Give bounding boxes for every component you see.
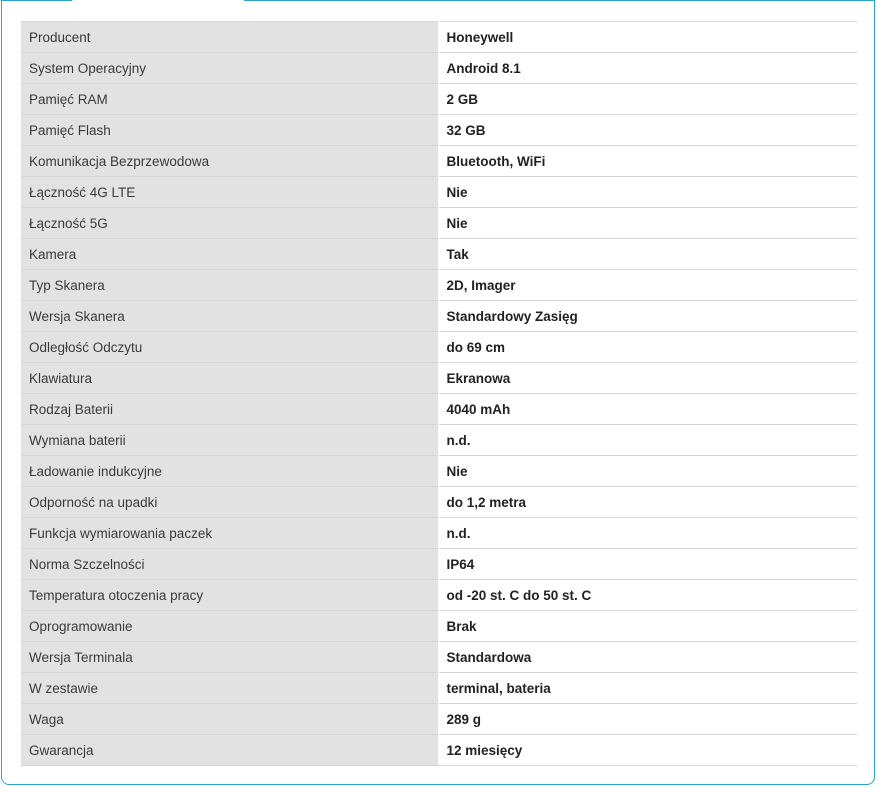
spec-value: Nie	[438, 456, 857, 487]
spec-row	[21, 301, 857, 332]
specifications-table	[21, 21, 857, 766]
spec-row	[21, 239, 857, 270]
spec-row	[21, 456, 857, 487]
spec-label: Waga	[21, 704, 438, 735]
spec-label: Temperatura otoczenia pracy	[21, 580, 438, 611]
spec-value: od -20 st. C do 50 st. C	[438, 580, 857, 611]
spec-row	[21, 487, 857, 518]
spec-value: Standardowy Zasięg	[438, 301, 857, 332]
spec-label: Odporność na upadki	[21, 487, 438, 518]
active-tab-gap	[72, 0, 244, 2]
spec-label: Klawiatura	[21, 363, 438, 394]
spec-value: Nie	[438, 177, 857, 208]
spec-value: 4040 mAh	[438, 394, 857, 425]
spec-row	[21, 673, 857, 704]
spec-value: Ekranowa	[438, 363, 857, 394]
spec-row	[21, 146, 857, 177]
spec-label: Wymiana baterii	[21, 425, 438, 456]
spec-row	[21, 611, 857, 642]
spec-label: Pamięć RAM	[21, 84, 438, 115]
spec-row	[21, 642, 857, 673]
spec-row	[21, 332, 857, 363]
spec-value: 12 miesięcy	[438, 735, 857, 766]
spec-label: Wersja Terminala	[21, 642, 438, 673]
spec-row	[21, 53, 857, 84]
spec-value: 2 GB	[438, 84, 857, 115]
spec-value: Tak	[438, 239, 857, 270]
spec-label: System Operacyjny	[21, 53, 438, 84]
spec-label: Łączność 4G LTE	[21, 177, 438, 208]
spec-label: Komunikacja Bezprzewodowa	[21, 146, 438, 177]
spec-label: Gwarancja	[21, 735, 438, 766]
spec-row	[21, 549, 857, 580]
spec-row	[21, 704, 857, 735]
spec-row	[21, 518, 857, 549]
spec-value: Honeywell	[438, 22, 857, 53]
spec-row	[21, 580, 857, 611]
spec-value: IP64	[438, 549, 857, 580]
spec-value: do 1,2 metra	[438, 487, 857, 518]
spec-label: Ładowanie indukcyjne	[21, 456, 438, 487]
spec-label: Wersja Skanera	[21, 301, 438, 332]
spec-value: 32 GB	[438, 115, 857, 146]
spec-row	[21, 84, 857, 115]
spec-row	[21, 270, 857, 301]
spec-label: Oprogramowanie	[21, 611, 438, 642]
specifications-table-body	[21, 22, 857, 766]
spec-label: Kamera	[21, 239, 438, 270]
spec-value: n.d.	[438, 425, 857, 456]
spec-value: Bluetooth, WiFi	[438, 146, 857, 177]
spec-value: Brak	[438, 611, 857, 642]
spec-label: Odległość Odczytu	[21, 332, 438, 363]
spec-value: n.d.	[438, 518, 857, 549]
spec-label: Funkcja wymiarowania paczek	[21, 518, 438, 549]
spec-label: Łączność 5G	[21, 208, 438, 239]
spec-value: terminal, bateria	[438, 673, 857, 704]
spec-value: 289 g	[438, 704, 857, 735]
spec-row	[21, 735, 857, 766]
spec-value: Android 8.1	[438, 53, 857, 84]
spec-row	[21, 208, 857, 239]
spec-value: Standardowa	[438, 642, 857, 673]
spec-row	[21, 425, 857, 456]
spec-label: Norma Szczelności	[21, 549, 438, 580]
spec-row	[21, 115, 857, 146]
spec-value: 2D, Imager	[438, 270, 857, 301]
spec-label: Rodzaj Baterii	[21, 394, 438, 425]
spec-row	[21, 394, 857, 425]
spec-value: do 69 cm	[438, 332, 857, 363]
spec-row	[21, 363, 857, 394]
spec-value: Nie	[438, 208, 857, 239]
spec-label: Typ Skanera	[21, 270, 438, 301]
spec-label: Pamięć Flash	[21, 115, 438, 146]
spec-row	[21, 22, 857, 53]
spec-label: Producent	[21, 22, 438, 53]
spec-label: W zestawie	[21, 673, 438, 704]
spec-row	[21, 177, 857, 208]
